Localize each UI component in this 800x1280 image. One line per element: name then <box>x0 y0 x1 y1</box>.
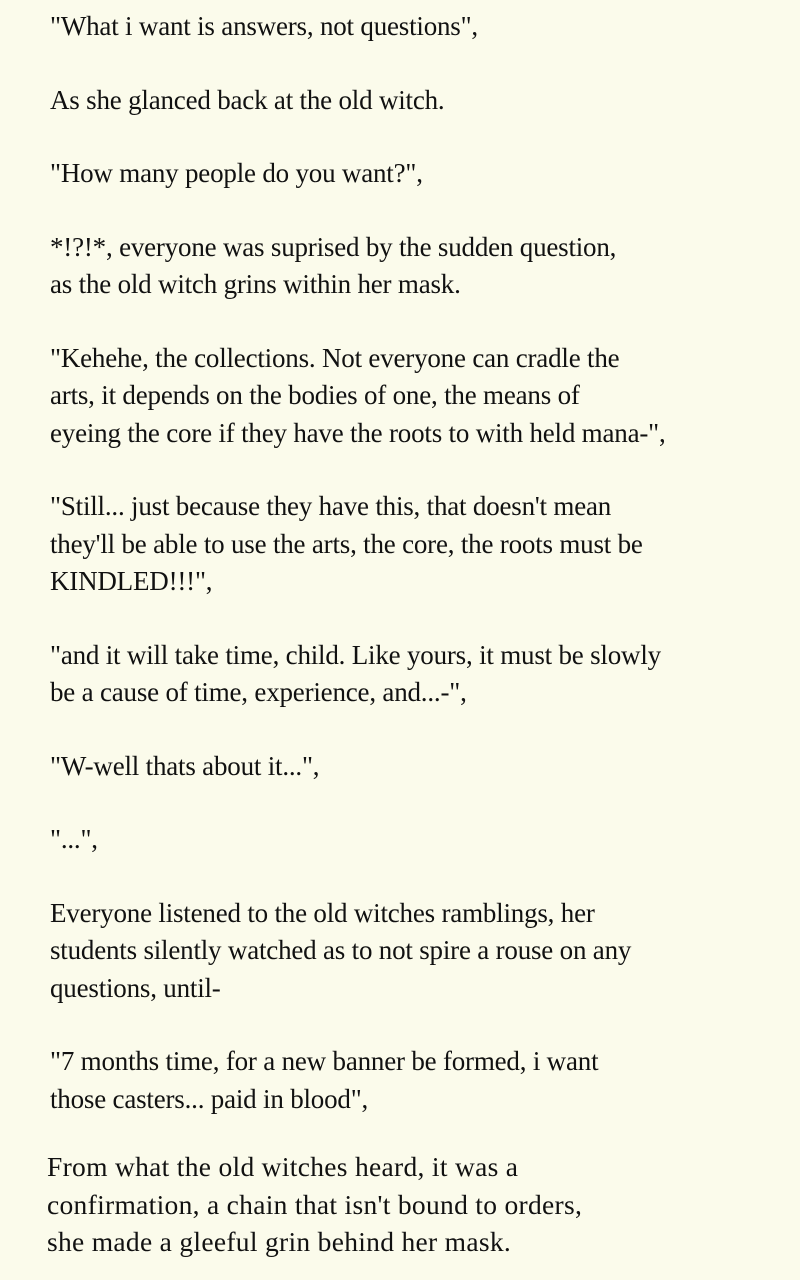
text-line: "How many people do you want?", <box>50 158 423 188</box>
text-line: As she glanced back at the old witch. <box>50 84 445 115</box>
text-line: questions, until- <box>50 972 221 1003</box>
text-line: Everyone listened to the old witches ramblings, her <box>50 897 595 928</box>
paragraph-4 <box>50 229 770 304</box>
text-line: eyeing the core if they have the roots to with held mana-", <box>50 417 666 448</box>
text-line: students silently watched as to not spire a rouse on any <box>50 935 632 965</box>
text-line: KINDLED!!!", <box>50 566 213 596</box>
text-line: she made a gleeful grin behind her mask. <box>47 1226 512 1257</box>
paragraph-5 <box>50 340 770 453</box>
text-line: "What i want is answers, not questions", <box>50 11 478 41</box>
text-line: "Kehehe, the collections. Not everyone can cradle the <box>50 342 620 373</box>
paragraph-7 <box>50 637 770 712</box>
text-line: "and it will take time, child. Like yours, it must be slowly <box>50 639 661 670</box>
text-line: "Still... just because they have this, that doesn't mean <box>50 491 612 521</box>
paragraph-2 <box>50 82 770 120</box>
paragraph-11 <box>50 1043 770 1118</box>
paragraph-12 <box>47 1148 770 1261</box>
text-line: "...", <box>50 824 98 854</box>
paragraph-3 <box>50 155 770 193</box>
paragraph-8 <box>50 748 770 786</box>
paragraph-9 <box>50 821 770 859</box>
paragraph-1 <box>50 8 770 46</box>
text-line: "W-well thats about it...", <box>50 750 320 781</box>
text-line: *!?!*, everyone was suprised by the sudden question, <box>50 231 617 262</box>
text-line: be a cause of time, experience, and...-", <box>50 677 467 707</box>
text-line: confirmation, a chain that isn't bound to orders, <box>47 1188 583 1220</box>
paragraph-10 <box>50 895 770 1008</box>
text-line: as the old witch grins within her mask. <box>50 269 461 299</box>
text-line: "7 months time, for a new banner be formed, i want <box>50 1046 599 1076</box>
text-line: they'll be able to use the arts, the core, the roots must be <box>50 528 643 559</box>
text-line: arts, it depends on the bodies of one, the means of <box>50 380 580 410</box>
text-line: those casters... paid in blood", <box>50 1083 369 1114</box>
paragraph-6 <box>50 488 770 601</box>
text-line: From what the old witches heard, it was a <box>47 1151 519 1182</box>
